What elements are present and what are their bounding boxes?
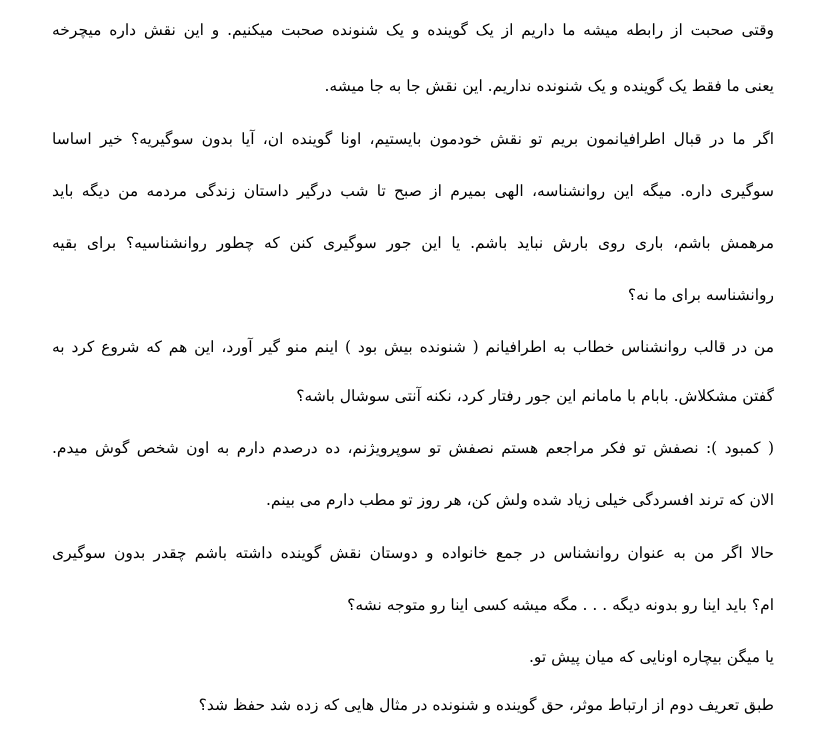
text-line-10: الان که ترند افسردگی خیلی زیاد شده ولش کن، هر روز تو مطب دارم می بینم. (265, 491, 774, 509)
text-line-8: گفتن مشکلاش. بابام با مامانم این جور رفتار کرد، نکنه آنتی سوشال باشه؟ (296, 387, 774, 405)
text-line-12: ام؟ باید اینا رو بدونه دیگه . . . مگه میشه کسی اینا رو متوجه نشه؟ (347, 596, 774, 614)
text-line-6: روانشناسه برای ما نه؟ (627, 286, 774, 304)
text-line-4: سوگیری داره. میگه این روانشناسه، الهی بمیرم از صبح تا شب درگیر داستان زندگی مردمه من دیگه باید (52, 182, 774, 200)
text-line-5: مرهمش باشم، باری روی بارش نباید باشم. یا این جور سوگیری کنن که چطور روانشناسیه؟ برای بقیه (52, 234, 774, 252)
text-line-2: یعنی ما فقط یک گوینده و یک شنونده نداریم. این نقش جا به جا میشه. (324, 77, 774, 95)
text-line-13: یا میگن بیچاره اونایی که میان پیش تو. (528, 648, 774, 666)
text-line-11: حالا اگر من به عنوان روانشناس در جمع خانواده و دوستان نقش گوینده داشته باشم چقدر بدون سوگیری (52, 544, 774, 562)
text-line-14: طبق تعریف دوم از ارتباط موثر، حق گوینده و شنونده در مثال هایی که زده شد حفظ شد؟ (198, 696, 774, 714)
text-line-9: ( کمبود ): نصفش تو فکر مراجعم هستم نصفش تو سوپرویژنم، ده درصدم دارم به اون شخص گوش میدم. (52, 439, 774, 457)
text-line-7: من در قالب روانشناس خطاب به اطرافیانم ( شنونده بیش بود ) اینم منو گیر آورد، این هم که شروع کرد به (52, 338, 774, 356)
text-line-3: اگر ما در قبال اطرافیانمون بریم تو نقش خودمون بایستیم، اونا گوینده ان، آیا بدون سوگیریه؟ خیر اساسا (52, 130, 774, 148)
text-line-1: وقتی صحبت از رابطه میشه ما داریم از یک گوینده و یک شنونده صحبت میکنیم. و این نقش داره میچرخه (52, 21, 774, 39)
